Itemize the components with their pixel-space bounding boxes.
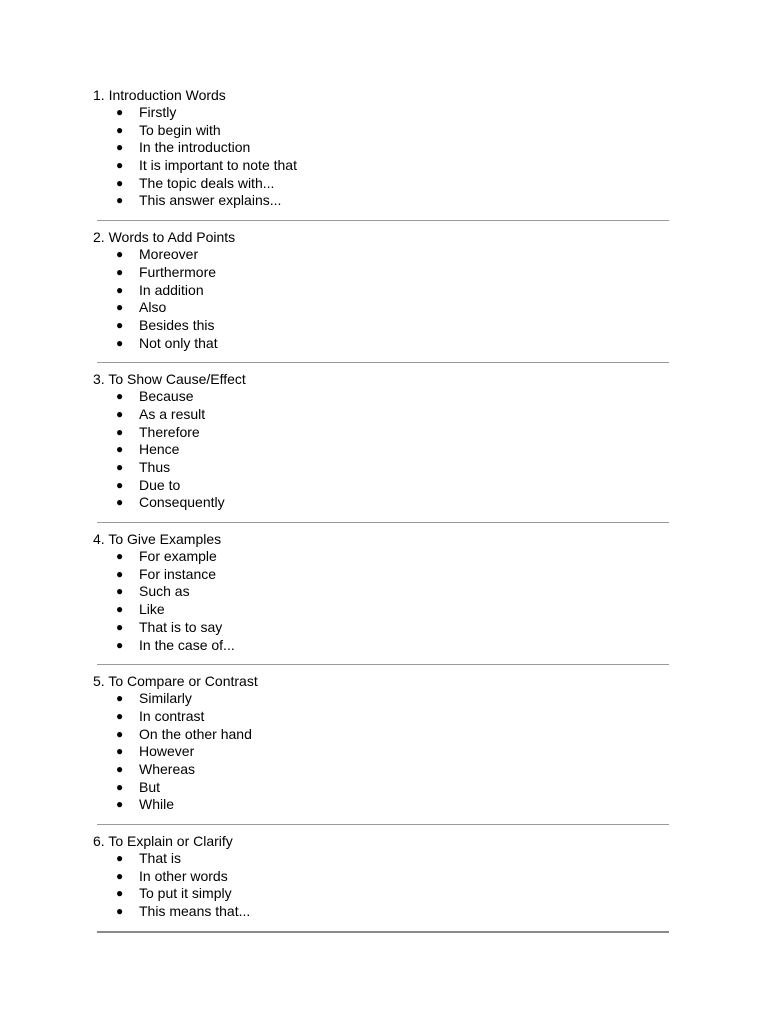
list-item: [0, 157, 768, 175]
bullet-icon: ●: [116, 317, 124, 332]
bullet-icon: ●: [116, 886, 124, 901]
bullet-icon: ●: [116, 868, 124, 883]
list-item-text: On the other hand: [139, 725, 252, 742]
list-item: [0, 139, 768, 157]
list-item-text: To put it simply: [139, 885, 232, 902]
list-item-text: For instance: [139, 565, 217, 582]
list-item-text: It is important to note that: [139, 157, 297, 174]
document-page: [0, 86, 768, 940]
bullet-icon: ●: [116, 424, 124, 439]
list-item-text: The topic deals with...: [139, 174, 275, 191]
bullet-icon: ●: [116, 779, 124, 794]
list-item-text: While: [139, 796, 175, 813]
section-heading: 2. Words to Add Points: [93, 229, 236, 246]
list-item-text: Firstly: [139, 104, 177, 120]
list-item-text: But: [139, 778, 161, 795]
bullet-list: [0, 388, 768, 512]
list-item: [0, 903, 768, 921]
list-item-text: Not only that: [139, 334, 218, 351]
section-heading: 5. To Compare or Contrast: [93, 673, 258, 690]
list-item: [0, 619, 768, 637]
section-divider: [97, 362, 669, 363]
list-item: [0, 850, 768, 868]
bullet-icon: ●: [116, 761, 124, 776]
bullet-icon: ●: [116, 637, 124, 652]
list-item: [0, 175, 768, 193]
list-item-text: To begin with: [139, 121, 221, 138]
bullet-icon: ●: [116, 105, 124, 119]
list-item-text: Thus: [139, 459, 171, 475]
list-item-text: Whereas: [139, 760, 196, 777]
list-item: [0, 761, 768, 779]
list-item: [0, 299, 768, 317]
list-item-text: Similarly: [139, 690, 192, 707]
list-item-text: Therefore: [139, 423, 200, 440]
bullet-icon: ●: [116, 282, 124, 297]
bullet-icon: ●: [116, 851, 124, 865]
section-3: [0, 370, 768, 523]
bullet-icon: ●: [116, 602, 124, 617]
list-item-text: Such as: [139, 583, 190, 600]
list-item: [0, 388, 768, 406]
bullet-icon: ●: [116, 797, 124, 812]
list-item-text: Like: [139, 601, 165, 618]
section-divider: [97, 220, 669, 221]
bullet-icon: ●: [116, 264, 124, 279]
list-item: [0, 406, 768, 424]
bullet-icon: ●: [116, 495, 124, 510]
list-item: [0, 548, 768, 566]
list-item-text: In other words: [139, 867, 228, 884]
list-item-text: Besides this: [139, 316, 215, 333]
bullet-list: [0, 104, 768, 210]
bullet-icon: ●: [116, 335, 124, 350]
list-item: [0, 796, 768, 814]
list-item: [0, 317, 768, 335]
bullet-icon: ●: [116, 691, 124, 706]
list-item: [0, 104, 768, 122]
list-item-text: Furthermore: [139, 263, 217, 280]
list-item: [0, 246, 768, 264]
bullet-icon: ●: [116, 726, 124, 741]
list-item: [0, 494, 768, 512]
bullet-icon: ●: [116, 300, 124, 315]
list-item: [0, 583, 768, 601]
bullet-icon: ●: [116, 406, 124, 421]
bullet-icon: ●: [116, 619, 124, 634]
section-divider: [97, 522, 669, 523]
list-item-text: This means that...: [139, 903, 251, 920]
section-2: [0, 228, 768, 363]
list-item: [0, 192, 768, 210]
list-item: [0, 122, 768, 140]
list-item-text: In addition: [139, 281, 204, 298]
list-item-text: That is to say: [139, 618, 223, 635]
bullet-list: [0, 690, 768, 814]
list-item: [0, 726, 768, 744]
bullet-icon: ●: [116, 442, 124, 457]
section-4: [0, 530, 768, 665]
list-item: [0, 708, 768, 726]
bullet-icon: ●: [116, 389, 124, 404]
bullet-icon: ●: [116, 247, 124, 262]
list-item-text: This answer explains...: [139, 192, 282, 209]
list-item-text: Hence: [139, 441, 180, 458]
bullet-icon: ●: [116, 744, 124, 759]
bullet-icon: ●: [116, 708, 124, 723]
section-heading: 3. To Show Cause/Effect: [93, 371, 246, 388]
section-heading: 6. To Explain or Clarify: [93, 833, 233, 849]
list-item-text: That is: [139, 850, 182, 866]
bullet-icon: ●: [116, 193, 124, 208]
list-item: [0, 885, 768, 903]
bullet-list: [0, 246, 768, 352]
bullet-icon: ●: [116, 477, 124, 492]
list-item-text: Because: [139, 388, 194, 405]
list-item-text: In contrast: [139, 707, 205, 724]
section-5: [0, 672, 768, 825]
section-heading: 1. Introduction Words: [93, 87, 226, 103]
list-item: [0, 441, 768, 459]
list-item: [0, 779, 768, 797]
bullet-icon: ●: [116, 140, 124, 155]
list-item: [0, 743, 768, 761]
list-item: [0, 477, 768, 495]
section-divider: [97, 931, 669, 933]
list-item: [0, 601, 768, 619]
list-item: [0, 335, 768, 353]
bullet-list: [0, 548, 768, 654]
list-item-text: However: [139, 743, 195, 760]
bullet-list: [0, 850, 768, 921]
bullet-icon: ●: [116, 460, 124, 474]
section-6: [0, 832, 768, 933]
bullet-icon: ●: [116, 584, 124, 599]
section-divider: [97, 664, 669, 665]
section-heading: 4. To Give Examples: [93, 531, 222, 548]
list-item: [0, 424, 768, 442]
list-item-text: Due to: [139, 476, 181, 493]
list-item: [0, 264, 768, 282]
list-item: [0, 459, 768, 477]
list-item-text: As a result: [139, 405, 206, 422]
list-item-text: In the case of...: [139, 636, 235, 653]
list-item: [0, 637, 768, 655]
list-item: [0, 566, 768, 584]
bullet-icon: ●: [116, 122, 124, 137]
bullet-icon: ●: [116, 175, 124, 190]
section-1: [0, 86, 768, 221]
bullet-icon: ●: [116, 549, 124, 564]
section-divider: [97, 824, 669, 825]
list-item: [0, 868, 768, 886]
bullet-icon: ●: [116, 904, 124, 919]
list-item-text: Also: [139, 299, 167, 316]
list-item: [0, 282, 768, 300]
list-item-text: Moreover: [139, 246, 199, 263]
list-item: [0, 690, 768, 708]
list-item-text: For example: [139, 548, 217, 565]
bullet-icon: ●: [116, 158, 124, 173]
bullet-icon: ●: [116, 566, 124, 581]
list-item-text: Consequently: [139, 494, 225, 511]
list-item-text: In the introduction: [139, 139, 251, 156]
